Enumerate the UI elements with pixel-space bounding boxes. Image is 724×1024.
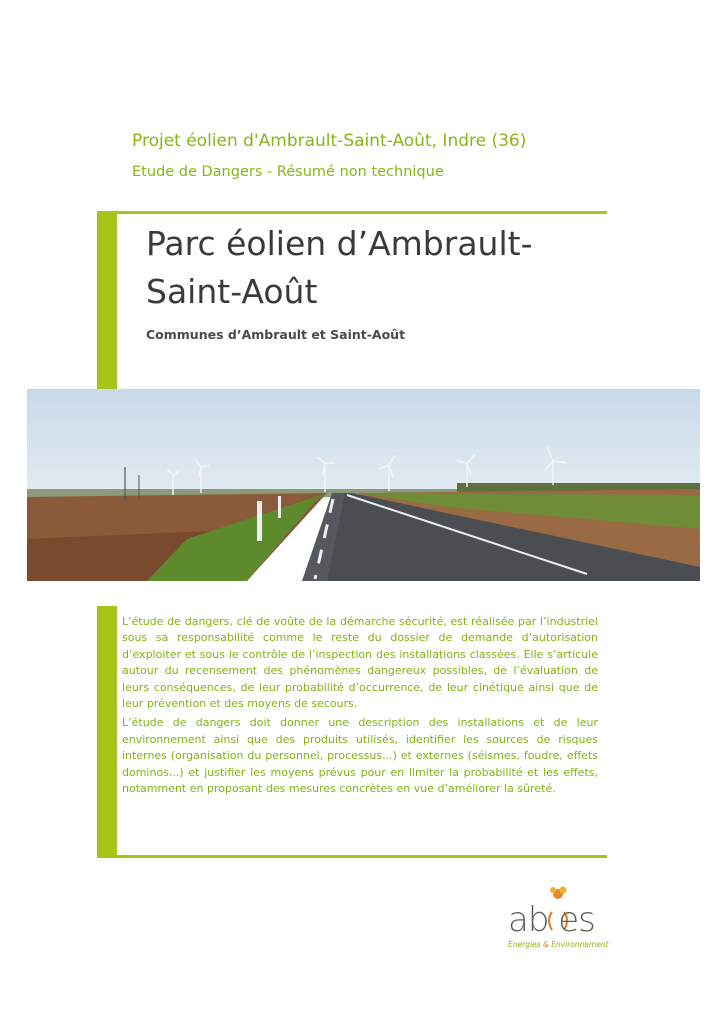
abies-logo [500,884,620,954]
main-title-line1: Parc éolien d’Ambrault- [146,224,533,263]
main-title [146,220,596,316]
left-accent-bar-bottom [97,606,117,858]
landscape-photo [27,389,700,581]
summary-paragraph-2: L’étude de dangers doit donner une description des installations et de leur environnement ainsi que des produits utilisés, identifier les sources de risques internes (organisation du personnel, processus...) et externes (séismes, foudre, effets dominos...) et justifier les moyens prévus pour en limiter la probabilité et les effets, notamment en proposant des mesures concrètes en vue d’améliorer la sûreté. [122,716,598,796]
communes-subtitle: Communes d’Ambrault et Saint-Août [146,327,406,342]
bottom-divider [97,855,607,858]
summary-text [122,614,598,800]
project-title: Projet éolien d'Ambrault-Saint-Août, Indre (36) [132,131,527,151]
top-divider [97,211,607,214]
left-accent-bar-top [97,211,117,389]
main-title-line2: Saint-Août [146,272,318,311]
logo-tagline: Energies & Environnement [508,940,609,949]
logo-wordmark: ab es [508,900,595,940]
document-subtitle: Etude de Dangers - Résumé non technique [132,164,444,180]
summary-paragraph-1: L’étude de dangers, clé de voûte de la démarche sécurité, est réalisée par l’industriel sous sa responsabilité comme le reste du dossier de demande d’autorisation d’exploiter et sous le contrôle de l’inspection des installations classées. Elle s’articule autour du recensement des phénomènes dangereux possibles, de l’évaluation de leurs conséquences, de leur probabilité d’occurrence, de leur cinétique ainsi que de leur prévention et des moyens de secours. [122,615,598,711]
